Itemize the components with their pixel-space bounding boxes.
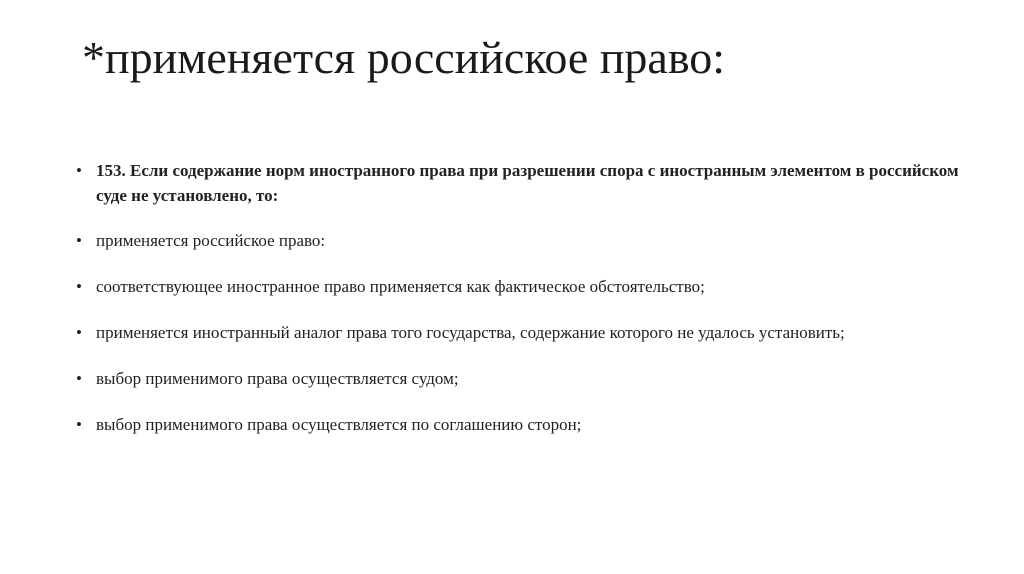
bullet-marker: • [76, 231, 82, 250]
answer-option-4 [76, 366, 976, 391]
answer-option-1 [76, 228, 976, 253]
answer-text: соответствующее иностранное право применяется как фактическое обстоятельство; [96, 277, 705, 296]
answer-text: применяется иностранный аналог права того государства, содержание которого не удалось установить; [96, 323, 845, 342]
slide-title: *применяется российское право: [82, 32, 726, 83]
answer-option-2 [76, 274, 976, 299]
question-item [76, 158, 976, 208]
answer-option-5 [76, 412, 976, 437]
answer-text: применяется российское право: [96, 231, 326, 250]
question-text: 153. Если содержание норм иностранного права при разрешении спора с иностранным элементом в российском суде не установлено, то: [96, 161, 959, 205]
bullet-marker: • [76, 369, 82, 388]
bullet-list [76, 158, 976, 437]
bullet-marker: • [76, 415, 82, 434]
bullet-marker: • [76, 161, 82, 180]
answer-text: выбор применимого права осуществляется судом; [96, 369, 459, 388]
answer-text: выбор применимого права осуществляется по соглашению сторон; [96, 415, 582, 434]
answer-option-3 [76, 320, 976, 345]
bullet-marker: • [76, 277, 82, 296]
bullet-marker: • [76, 323, 82, 342]
